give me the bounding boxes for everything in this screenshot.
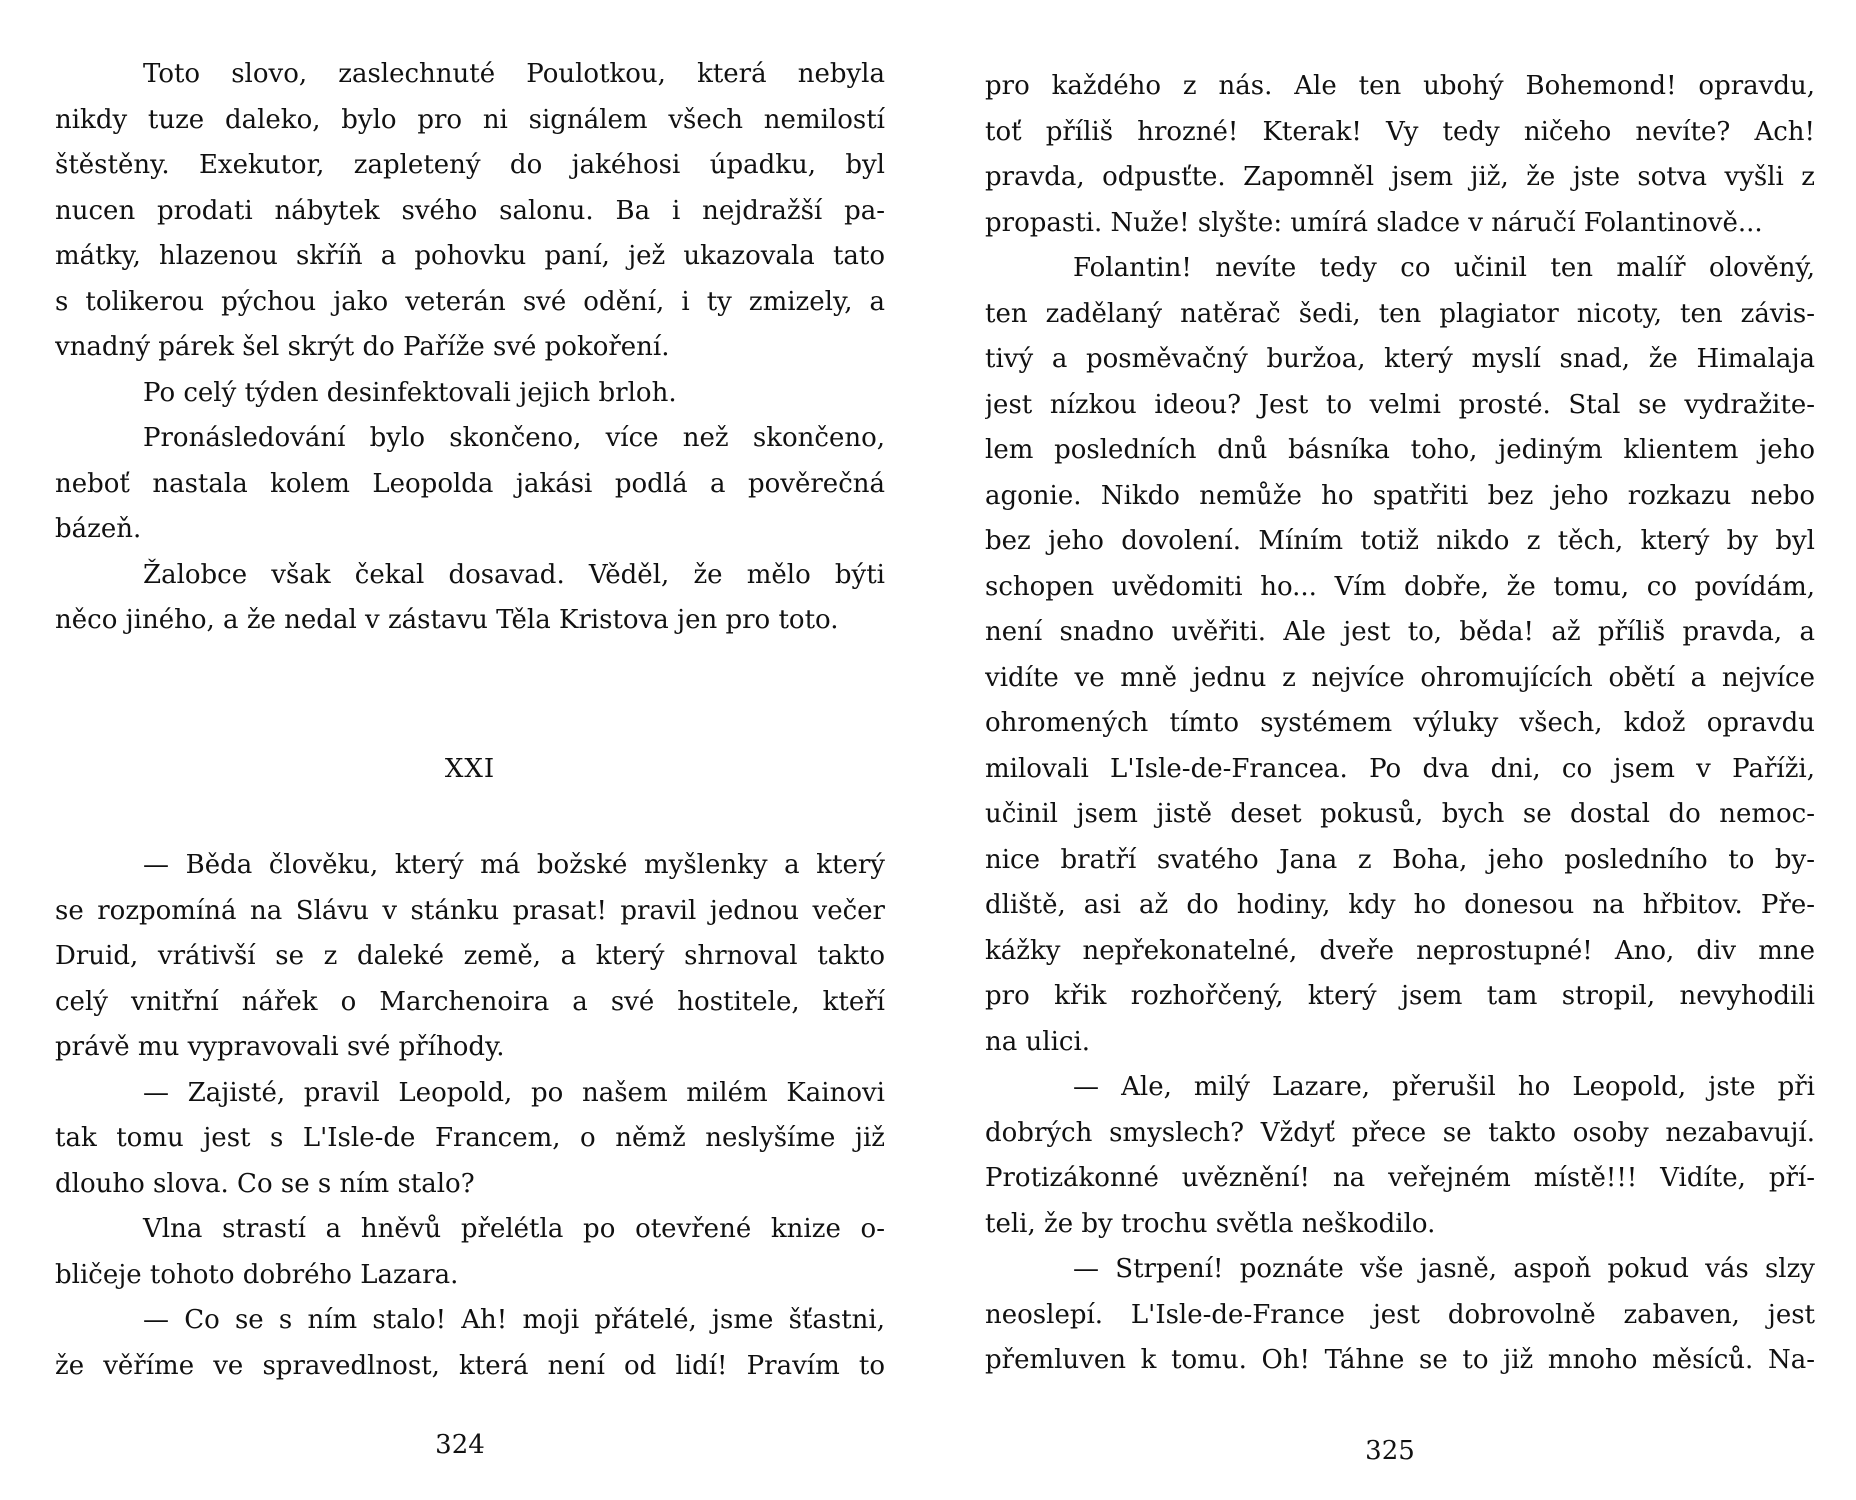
text-line: Folantin! nevíte tedy co učinil ten malíř olověný,	[1073, 253, 1815, 283]
text-line: — Běda člověku, který má božské myšlenky a který	[143, 850, 885, 880]
text-line: bličeje tohoto dobrého Lazara.	[55, 1259, 459, 1290]
text-line: dobrých smyslech? Vždyť přece se takto osoby nezabavují.	[985, 1117, 1815, 1148]
text-line: lem posledních dnů básníka toho, jediným klientem jeho	[985, 435, 1815, 465]
text-line: tak tomu jest s L'Isle-de Francem, o němž neslyšíme již	[55, 1123, 885, 1153]
text-line: Vlna strastí a hněvů přelétla po otevřené knize o-	[143, 1214, 885, 1244]
paragraph	[55, 371, 885, 417]
paragraph	[55, 843, 885, 1071]
text-line: milovali L'Isle-de-Francea. Po dva dni, co jsem v Paříži,	[985, 753, 1815, 784]
text-line: dliště, asi až do hodiny, kdy ho donesou na hřbitov. Pře-	[985, 890, 1815, 920]
text-line: vidíte ve mně jednu z nejvíce ohromujících obětí a nejvíce	[985, 662, 1815, 693]
text-line: není snadno uvěřiti. Ale jest to, běda! až příliš pravda, a	[985, 617, 1815, 647]
page-number: 324	[435, 1430, 485, 1460]
text-line: s tolikerou pýchou jako veterán své odění, i ty zmizely, a	[55, 286, 885, 317]
text-line: že věříme ve spravedlnost, která není od lidí! Pravím to	[55, 1350, 885, 1381]
text-line: nice bratří svatého Jana z Boha, jeho posledního to by-	[985, 844, 1815, 875]
text-line: Pronásledování bylo skončeno, více než skončeno,	[143, 423, 885, 453]
text-line: neboť nastala kolem Leopolda jakási podlá a pověrečná	[55, 468, 885, 499]
text-line: pravda, odpusťte. Zapomněl jsem již, že jste sotva vyšli z	[985, 162, 1815, 192]
text-line: Protizákonné uvěznění! na veřejném místě!!! Vidíte, pří-	[985, 1163, 1815, 1193]
text-line: kážky nepřekonatelné, dveře neprostupné! Ano, div mne	[985, 935, 1815, 966]
text-line: schopen uvědomiti ho... Vím dobře, že tomu, co povídám,	[985, 571, 1815, 602]
text-line: tivý a posměvačný buržoa, který myslí snad, že Himalaja	[985, 344, 1815, 374]
text-line: toť příliš hrozné! Kterak! Vy tedy ničeho nevíte? Ach!	[985, 116, 1815, 147]
right-page	[985, 0, 1815, 1500]
paragraph	[55, 1071, 885, 1208]
text-line: na ulici.	[985, 1026, 1091, 1057]
paragraph	[985, 64, 1815, 246]
text-line: se rozpomíná na Slávu v stánku prasat! pravil jednou večer	[55, 895, 885, 926]
text-line: teli, že by trochu světla neškodilo.	[985, 1208, 1436, 1239]
text-line: právě mu vypravovali své příhody.	[55, 1032, 505, 1062]
text-line: pro každého z nás. Ale ten ubohý Bohemond! opravdu,	[985, 71, 1815, 101]
text-line: přemluven k tomu. Oh! Táhne se to již mnoho měsíců. Na-	[985, 1345, 1815, 1375]
text-line: něco jiného, a že nedal v zástavu Těla Kristova jen pro toto.	[55, 605, 839, 635]
text-line: — Co se s ním stalo! Ah! moji přátelé, jsme šťastni,	[143, 1305, 885, 1335]
paragraph	[55, 553, 885, 644]
left-page	[55, 0, 885, 1500]
text-line: vnadný párek šel skrýt do Paříže své pokoření.	[55, 332, 670, 362]
text-line: ohromených tímto systémem výluky všech, kdož opravdu	[985, 708, 1815, 738]
text-line: nikdy tuze daleko, bylo pro ni signálem všech nemilostí	[55, 104, 885, 135]
text-line: nucen prodati nábytek svého salonu. Ba i nejdražší pa-	[55, 195, 885, 226]
text-line: Po celý týden desinfektovali jejich brloh.	[143, 377, 677, 408]
text-line: štěstěny. Exekutor, zapletený do jakéhosi úpadku, byl	[55, 150, 885, 180]
text-line: učinil jsem jistě deset pokusů, bych se dostal do nemoc-	[985, 799, 1815, 829]
text-line: mátky, hlazenou skříň a pohovku paní, jež ukazovala tato	[55, 241, 885, 271]
paragraph	[55, 416, 885, 553]
text-line: Druid, vrátivší se z daleké země, a který shrnoval takto	[55, 941, 885, 971]
left-page-bottom-text	[55, 843, 885, 1389]
text-line: — Strpení! poznáte vše jasně, aspoň pokud vás slzy	[1073, 1254, 1815, 1284]
chapter-heading: XXI	[444, 754, 496, 784]
text-line: bez jeho dovolení. Míním totiž nikdo z těch, který by byl	[985, 526, 1815, 556]
text-line: — Ale, milý Lazare, přerušil ho Leopold, jste při	[1073, 1072, 1815, 1102]
paragraph	[55, 1207, 885, 1298]
paragraph	[985, 1247, 1815, 1384]
text-line: bázeň.	[55, 514, 142, 544]
left-page-top-text	[55, 52, 885, 644]
page-number: 325	[1365, 1436, 1415, 1466]
paragraph	[55, 1298, 885, 1389]
text-line: dlouho slova. Co se s ním stalo?	[55, 1168, 475, 1199]
text-line: Žalobce však čekal dosavad. Věděl, že mělo býti	[143, 559, 885, 590]
text-line: neoslepí. L'Isle-de-France jest dobrovolně zabaven, jest	[985, 1299, 1815, 1330]
paragraph	[985, 1065, 1815, 1247]
right-page-text	[985, 64, 1815, 1384]
text-line: propasti. Nuže! slyšte: umírá sladce v náručí Folantinově...	[985, 207, 1763, 238]
text-line: agonie. Nikdo nemůže ho spatřiti bez jeho rozkazu nebo	[985, 480, 1815, 511]
text-line: — Zajisté, pravil Leopold, po našem milém Kainovi	[143, 1077, 885, 1108]
text-line: celý vnitřní nářek o Marchenoira a své hostitele, kteří	[55, 986, 885, 1017]
text-line: jest nízkou ideou? Jest to velmi prosté. Stal se vydražite-	[985, 389, 1815, 420]
text-line: Toto slovo, zaslechnuté Poulotkou, která nebyla	[143, 59, 885, 89]
text-line: ten zadělaný natěrač šedi, ten plagiator nicoty, ten závis-	[985, 298, 1815, 329]
paragraph	[985, 246, 1815, 1065]
paragraph	[55, 52, 885, 371]
text-line: pro křik rozhořčený, který jsem tam stropil, nevyhodili	[985, 981, 1815, 1011]
